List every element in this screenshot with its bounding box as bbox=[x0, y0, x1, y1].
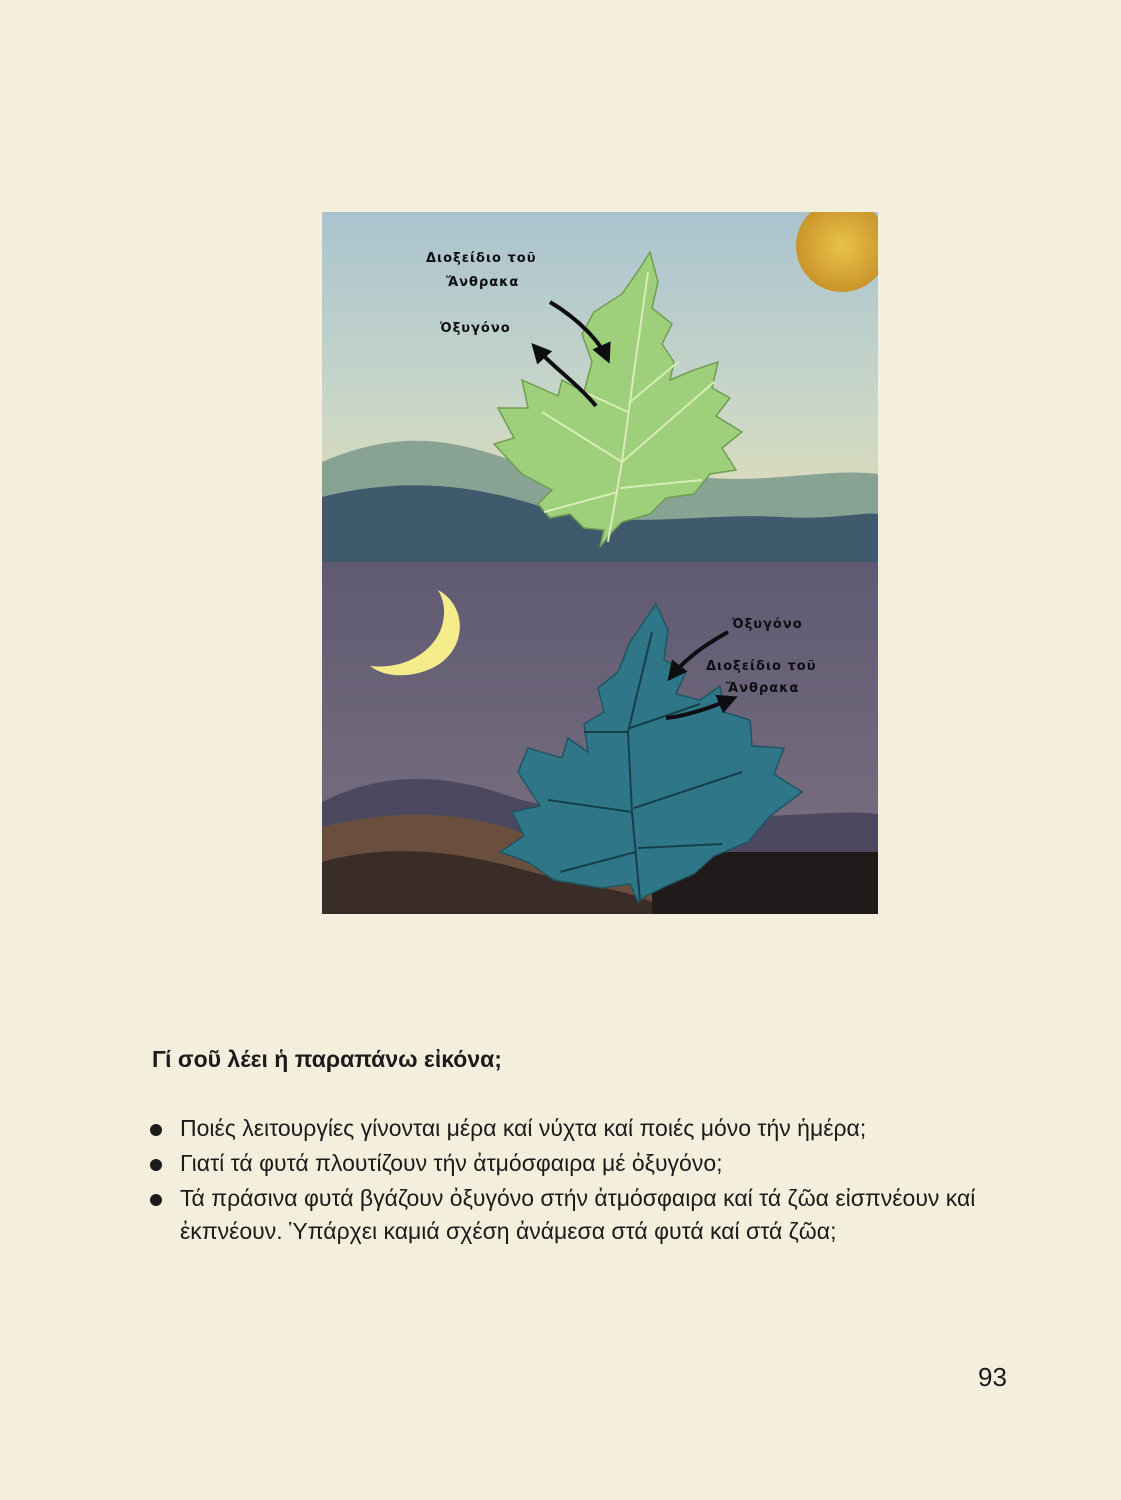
night-carbon-dioxide-label-line1: Διοξείδιο τοῦ bbox=[706, 659, 817, 674]
day-oxygen-label: Ὀξυγόνο bbox=[440, 321, 511, 336]
illustration-canvas bbox=[322, 212, 878, 914]
questions-list bbox=[142, 1112, 1022, 1250]
night-oxygen-label: Ὀξυγόνο bbox=[732, 617, 803, 632]
question-text: Τά πράσινα φυτά βγάζουν ὀξυγόνο στήν ἀτμόσφαιρα καί τά ζῶα εἰσπνέουν καί ἐκπνέουν. Ὑπάρχει καμιά σχέση ἀνάμεσα στά φυτά καί στά ζῶα; bbox=[180, 1185, 976, 1244]
questions-heading: Γί σοῦ λέει ἡ παραπάνω εἰκόνα; bbox=[152, 1046, 502, 1072]
day-carbon-dioxide-label-line1: Διοξείδιο τοῦ bbox=[426, 251, 537, 266]
bullet-icon bbox=[150, 1124, 162, 1136]
bullet-icon bbox=[150, 1159, 162, 1171]
question-item bbox=[142, 1112, 1022, 1145]
question-text: Γιατί τά φυτά πλουτίζουν τήν ἀτμόσφαιρα μέ ὀξυγόνο; bbox=[180, 1150, 723, 1176]
page-number: 93 bbox=[978, 1362, 1007, 1392]
photosynthesis-illustration bbox=[322, 212, 878, 914]
question-item bbox=[142, 1182, 1022, 1248]
bullet-icon bbox=[150, 1194, 162, 1206]
day-carbon-dioxide-label-line2: Ἄνθρακα bbox=[446, 275, 520, 290]
question-item bbox=[142, 1147, 1022, 1180]
question-text: Ποιές λειτουργίες γίνονται μέρα καί νύχτα καί ποιές μόνο τήν ἡμέρα; bbox=[180, 1115, 867, 1141]
night-carbon-dioxide-label-line2: Ἄνθρακα bbox=[726, 681, 800, 696]
